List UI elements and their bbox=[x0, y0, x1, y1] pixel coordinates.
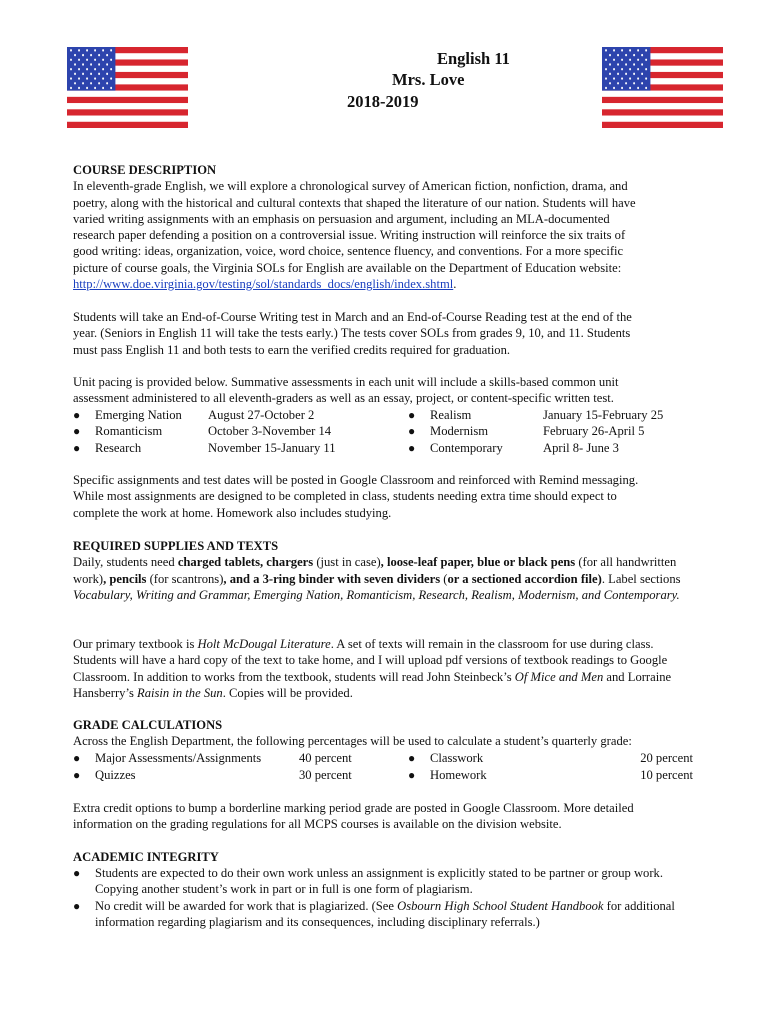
testing-line: must pass English 11 and both tests to earn the verified credits required for graduation. bbox=[73, 342, 511, 357]
grade-percent: 10 percent bbox=[640, 768, 693, 782]
integrity-heading bbox=[73, 849, 698, 865]
flag-star bbox=[82, 63, 84, 65]
grade-category: Quizzes bbox=[95, 768, 136, 782]
flag-star bbox=[617, 82, 619, 84]
binder-sections: Vocabulary, Writing and Grammar, Emerging Nation, Romanticism, Research, Realism, Modernism, and Contemporary. bbox=[73, 587, 680, 602]
grade-percent: 40 percent bbox=[299, 751, 352, 765]
flag-star bbox=[605, 77, 607, 79]
flag-star bbox=[629, 59, 631, 61]
supplies-text: ( bbox=[440, 571, 448, 586]
flag-star bbox=[70, 87, 72, 89]
pacing-paragraph bbox=[73, 374, 698, 407]
flag-star bbox=[70, 68, 72, 70]
supplies-text: Daily, students need bbox=[73, 555, 178, 570]
flag-star bbox=[106, 63, 108, 65]
list-item bbox=[73, 898, 700, 931]
grades-heading: GRADE CALCULATIONS bbox=[73, 718, 223, 732]
flag-star bbox=[613, 77, 615, 79]
testing-paragraph bbox=[73, 309, 698, 358]
description-line: varied writing assignments with an emphasis on persuasion and argument, including an MLA-documented bbox=[73, 211, 610, 226]
flag-star bbox=[633, 63, 635, 65]
bullet-icon: ● bbox=[408, 441, 416, 455]
flag-star bbox=[74, 82, 76, 84]
course-description-heading: COURSE DESCRIPTION bbox=[73, 163, 217, 177]
flag-star bbox=[106, 82, 108, 84]
flag-stripe bbox=[67, 91, 188, 97]
description-line: good writing: ideas, organization, voice, word choice, sentence fluency, and conventions. For a more specific bbox=[73, 244, 624, 259]
flag-star bbox=[70, 49, 72, 51]
integrity-rule: Students are expected to do their own work unless an assignment is explicitly stated to be partner or group work. Copying another student’s work in part or in full is one form of plagiarism. bbox=[95, 866, 663, 897]
flag-star bbox=[98, 63, 100, 65]
unit-name: Emerging Nation bbox=[95, 408, 182, 422]
flag-star bbox=[106, 54, 108, 56]
flag-star bbox=[633, 82, 635, 84]
flag-star bbox=[613, 49, 615, 51]
flag-star bbox=[86, 77, 88, 79]
flag-stripe bbox=[602, 116, 723, 122]
flag-star bbox=[633, 54, 635, 56]
textbook-text: and Lorraine Hansberry’s bbox=[73, 669, 672, 700]
unit-dates: November 15-January 11 bbox=[208, 441, 336, 455]
supplies-bold: , loose-leaf paper, blue or black pens bbox=[380, 555, 576, 570]
flag-star bbox=[625, 54, 627, 56]
flag-star bbox=[102, 49, 104, 51]
flag-star bbox=[98, 82, 100, 84]
flag-star bbox=[94, 77, 96, 79]
flag-star bbox=[617, 73, 619, 75]
flag-star bbox=[633, 73, 635, 75]
supplies-paragraph bbox=[73, 554, 698, 603]
bullet-icon: ● bbox=[73, 768, 81, 782]
flag-star bbox=[629, 49, 631, 51]
unit-dates: October 3-November 14 bbox=[208, 424, 332, 438]
flag-star bbox=[86, 49, 88, 51]
flag-stripe bbox=[67, 122, 188, 128]
flag-star bbox=[110, 59, 112, 61]
flag-star bbox=[625, 73, 627, 75]
flag-star bbox=[645, 49, 647, 51]
flag-star bbox=[625, 82, 627, 84]
pacing-line: assessment administered to all eleventh-graders as well as an essay, project, or content-specific written test. bbox=[73, 391, 614, 406]
flag-stripe bbox=[602, 122, 723, 128]
flag-star bbox=[637, 59, 639, 61]
description-line: In eleventh-grade English, we will explore a chronological survey of American fiction, nonfiction, drama, and bbox=[73, 179, 628, 194]
flag-star bbox=[78, 77, 80, 79]
grade-percent: 20 percent bbox=[640, 751, 693, 765]
flag-star bbox=[621, 68, 623, 70]
flag-star bbox=[613, 68, 615, 70]
flag-star bbox=[78, 87, 80, 89]
supplies-heading: REQUIRED SUPPLIES AND TEXTS bbox=[73, 539, 279, 553]
flag-star bbox=[629, 77, 631, 79]
description-line: picture of course goals, the Virginia SOLs for English are available on the Department of Education website: bbox=[73, 260, 622, 275]
testing-line: Students will take an End-of-Course Writing test in March and an End-of-Course Reading test at the end of the bbox=[73, 310, 632, 324]
flag-star bbox=[74, 73, 76, 75]
flag-star bbox=[629, 87, 631, 89]
supplies-bold: or a sectioned accordion file) bbox=[447, 571, 602, 586]
assignments-line: While most assignments are designed to be completed in class, students needing extra time should expect to bbox=[73, 489, 617, 504]
unit-row bbox=[73, 407, 713, 423]
flag-star bbox=[102, 87, 104, 89]
flag-star bbox=[645, 77, 647, 79]
flag-star bbox=[645, 87, 647, 89]
unit-name: Contemporary bbox=[430, 441, 503, 455]
extra-credit-line: information on the grading regulations for all MCPS courses is available on the division website. bbox=[73, 817, 562, 832]
textbook-text: . A set of texts will remain in the classroom for use during class. Students will have a hard copy of the text to take home, and I will upload pdf versions of textbook readings to Google Classroom. In addition to works from the textbook, students will read John Steinbeck’s bbox=[73, 637, 668, 684]
bullet-icon: ● bbox=[408, 751, 416, 765]
extra-credit-paragraph bbox=[73, 800, 698, 833]
flag-star bbox=[617, 54, 619, 56]
flag-star bbox=[90, 54, 92, 56]
flag-star bbox=[78, 59, 80, 61]
flag-star bbox=[74, 54, 76, 56]
flag-star bbox=[641, 54, 643, 56]
flag-star bbox=[86, 87, 88, 89]
flag-star bbox=[609, 54, 611, 56]
integrity-rule: No credit will be awarded for work that is plagiarized. (See bbox=[95, 898, 398, 913]
bullet-icon: ● bbox=[408, 424, 416, 438]
novel-title: Of Mice and Men bbox=[514, 669, 604, 684]
bullet-icon: ● bbox=[408, 768, 416, 782]
grade-category: Homework bbox=[430, 768, 487, 782]
handbook-title: Osbourn High School Student Handbook bbox=[397, 898, 604, 913]
flag-star bbox=[90, 63, 92, 65]
flag-star bbox=[86, 68, 88, 70]
integrity-list bbox=[73, 865, 713, 930]
supplies-text: (just in case) bbox=[313, 555, 381, 570]
flag-star bbox=[78, 68, 80, 70]
flag-stripe bbox=[67, 109, 188, 115]
integrity-rule: for additional information regarding plagiarism and its consequences, including disciplinary referrals.) bbox=[95, 898, 675, 929]
grades-section bbox=[73, 717, 713, 750]
flag-star bbox=[605, 87, 607, 89]
textbook-paragraph bbox=[73, 636, 698, 701]
bullet-icon: ● bbox=[73, 441, 81, 455]
flag-star bbox=[621, 77, 623, 79]
flag-star bbox=[70, 77, 72, 79]
flag-star bbox=[625, 63, 627, 65]
bullet-icon: ● bbox=[73, 751, 81, 765]
flag-star bbox=[102, 59, 104, 61]
course-title: English 11 bbox=[437, 49, 510, 68]
flag-star bbox=[70, 59, 72, 61]
flag-stripe bbox=[67, 116, 188, 122]
flag-star bbox=[74, 63, 76, 65]
link-period: . bbox=[453, 277, 457, 292]
extra-credit-line: Extra credit options to bump a borderline marking period grade are posted in Google Classroom. More detailed bbox=[73, 801, 634, 815]
flag-stripe bbox=[67, 103, 188, 109]
supplies-bold: charged tablets, chargers bbox=[177, 555, 314, 570]
unit-name: Realism bbox=[430, 408, 472, 422]
flag-star bbox=[605, 49, 607, 51]
supplies-section bbox=[73, 538, 698, 603]
unit-name: Modernism bbox=[430, 424, 489, 438]
flag-stripe bbox=[67, 97, 188, 103]
grade-category: Major Assessments/Assignments bbox=[95, 751, 262, 765]
flag-star bbox=[605, 59, 607, 61]
flag-star bbox=[110, 49, 112, 51]
unit-dates: April 8- June 3 bbox=[543, 441, 619, 455]
flag-star bbox=[617, 63, 619, 65]
american-flag-left-icon bbox=[67, 47, 188, 128]
flag-star bbox=[605, 68, 607, 70]
flag-star bbox=[98, 73, 100, 75]
supplies-text: (for scantrons) bbox=[146, 571, 224, 586]
grade-category: Classwork bbox=[430, 751, 484, 765]
unit-name: Romanticism bbox=[95, 424, 163, 438]
flag-star bbox=[98, 54, 100, 56]
flag-star bbox=[641, 63, 643, 65]
flag-star bbox=[637, 87, 639, 89]
integrity-heading-text: ACADEMIC INTEGRITY bbox=[73, 850, 219, 864]
description-line: poetry, along with the historical and cultural contexts that shaped the literature of our nation. Students will have bbox=[73, 195, 636, 210]
flag-star bbox=[609, 73, 611, 75]
pacing-line: Unit pacing is provided below. Summative assessments in each unit will include a skills-based common unit bbox=[73, 375, 619, 389]
bullet-icon: ● bbox=[73, 424, 81, 438]
list-item bbox=[73, 865, 700, 898]
flag-star bbox=[637, 77, 639, 79]
textbook-title: Holt McDougal Literature bbox=[197, 637, 331, 651]
flag-star bbox=[613, 59, 615, 61]
flag-star bbox=[106, 73, 108, 75]
testing-line: year. (Seniors in English 11 will take the tests early.) The tests cover SOLs from grades 9, 10, and 11. Students bbox=[73, 326, 631, 341]
flag-star bbox=[110, 87, 112, 89]
flag-star bbox=[637, 68, 639, 70]
flag-stripe bbox=[602, 109, 723, 115]
supplies-text: (for all handwritten work) bbox=[73, 555, 677, 586]
assignments-line: complete the work at home. Homework also includes studying. bbox=[73, 505, 392, 520]
unit-dates: August 27-October 2 bbox=[208, 408, 315, 422]
american-flag-right-icon bbox=[602, 47, 723, 128]
bullet-icon: ● bbox=[73, 898, 81, 913]
flag-stripe bbox=[602, 103, 723, 109]
flag-star bbox=[641, 82, 643, 84]
flag-star bbox=[110, 77, 112, 79]
textbook-text: . Copies will be provided. bbox=[222, 685, 353, 700]
supplies-bold: , pencils bbox=[103, 571, 147, 586]
description-line: research paper defending a position on a controversial issue. Writing instruction will reinforce the six traits of bbox=[73, 228, 626, 243]
flag-star bbox=[102, 77, 104, 79]
supplies-text: . Label sections bbox=[601, 571, 681, 586]
flag-star bbox=[629, 68, 631, 70]
unit-name: Research bbox=[95, 441, 142, 455]
flag-star bbox=[621, 87, 623, 89]
flag-star bbox=[94, 49, 96, 51]
sol-standards-link[interactable]: http://www.doe.virginia.gov/testing/sol/standards_docs/english/index.shtml bbox=[73, 277, 454, 292]
bullet-icon: ● bbox=[73, 408, 81, 422]
flag-star bbox=[90, 73, 92, 75]
unit-row bbox=[73, 440, 713, 456]
flag-star bbox=[94, 59, 96, 61]
flag-star bbox=[94, 87, 96, 89]
flag-star bbox=[86, 59, 88, 61]
assignments-paragraph bbox=[73, 472, 698, 521]
flag-stripe bbox=[602, 97, 723, 103]
play-title: Raisin in the Sun bbox=[137, 685, 223, 700]
flag-star bbox=[645, 68, 647, 70]
grades-intro: Across the English Department, the following percentages will be used to calculate a student’s quarterly grade: bbox=[73, 734, 632, 749]
flag-star bbox=[621, 49, 623, 51]
flag-star bbox=[110, 68, 112, 70]
unit-dates: January 15-February 25 bbox=[543, 408, 664, 422]
grade-percent: 30 percent bbox=[299, 768, 352, 782]
flag-star bbox=[641, 73, 643, 75]
flag-star bbox=[94, 68, 96, 70]
flag-star bbox=[609, 82, 611, 84]
flag-star bbox=[621, 59, 623, 61]
bullet-icon: ● bbox=[408, 408, 416, 422]
flag-star bbox=[82, 73, 84, 75]
flag-star bbox=[637, 49, 639, 51]
course-description-section bbox=[73, 162, 698, 292]
flag-stripe bbox=[602, 91, 723, 97]
assignments-line: Specific assignments and test dates will be posted in Google Classroom and reinforced with Remind messaging. bbox=[73, 473, 639, 487]
flag-star bbox=[78, 49, 80, 51]
flag-star bbox=[102, 68, 104, 70]
flag-star bbox=[613, 87, 615, 89]
flag-star bbox=[609, 63, 611, 65]
grade-row bbox=[73, 767, 693, 783]
flag-star bbox=[645, 59, 647, 61]
unit-dates: February 26-April 5 bbox=[543, 424, 645, 438]
flag-star bbox=[82, 82, 84, 84]
bullet-icon: ● bbox=[73, 866, 81, 880]
grade-row bbox=[73, 750, 693, 766]
unit-row bbox=[73, 423, 713, 439]
teacher-name: Mrs. Love bbox=[392, 70, 465, 89]
supplies-bold: , and a 3-ring binder with seven dividers bbox=[223, 571, 441, 586]
textbook-text: Our primary textbook is bbox=[73, 637, 198, 651]
school-year: 2018-2019 bbox=[347, 92, 419, 111]
flag-star bbox=[90, 82, 92, 84]
flag-star bbox=[82, 54, 84, 56]
